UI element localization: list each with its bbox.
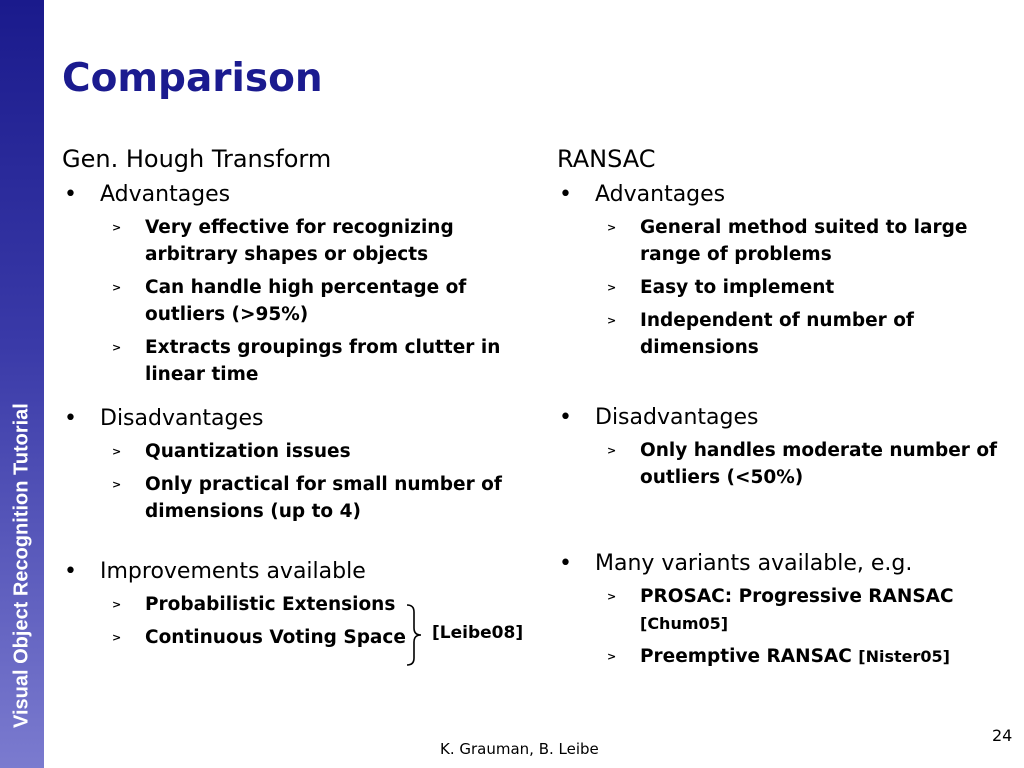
footer-authors: K. Grauman, B. Leibe <box>440 740 599 758</box>
left-dis-item-2: > Only practical for small number of dimensions (up to 4) <box>62 471 522 525</box>
chevron-right-icon: > <box>112 221 122 234</box>
left-disadvantages-bullet <box>62 404 522 434</box>
right-heading: RANSAC <box>557 145 656 173</box>
chevron-right-icon: > <box>112 341 122 354</box>
left-improvements-label: Improvements available <box>100 559 366 584</box>
right-column <box>557 144 1017 676</box>
right-adv-item-1: > General method suited to large range of problems <box>557 214 1017 268</box>
page-number: 24 <box>992 726 1013 745</box>
chevron-right-icon: > <box>112 445 122 458</box>
left-improvements-bullet <box>62 557 522 587</box>
right-adv-item-3: > Independent of number of dimensions <box>557 307 1017 361</box>
left-advantages-bullet <box>62 180 522 210</box>
bullet-icon: • <box>64 559 77 584</box>
chevron-right-icon: > <box>607 590 617 603</box>
chevron-right-icon: > <box>112 598 122 611</box>
right-brace-icon <box>405 604 423 666</box>
right-var-item-1: > PROSAC: Progressive RANSAC [Chum05] <box>557 583 1017 637</box>
chevron-right-icon: > <box>112 631 122 644</box>
chevron-right-icon: > <box>607 314 617 327</box>
left-adv-item-3: > Extracts groupings from clutter in linear time <box>62 334 522 388</box>
right-var-item-2: > Preemptive RANSAC [Nister05] <box>557 643 1017 670</box>
right-disadvantages-bullet <box>557 403 1017 433</box>
bullet-icon: • <box>559 182 572 207</box>
sidebar-band <box>0 0 44 768</box>
chevron-right-icon: > <box>112 281 122 294</box>
bullet-icon: • <box>559 551 572 576</box>
right-advantages-bullet <box>557 180 1017 210</box>
left-disadvantages-label: Disadvantages <box>100 406 264 431</box>
bullet-icon: • <box>64 406 77 431</box>
chevron-right-icon: > <box>607 281 617 294</box>
chevron-right-icon: > <box>607 221 617 234</box>
bullet-icon: • <box>64 182 77 207</box>
chum05-citation: [Chum05] <box>640 614 729 633</box>
left-adv-item-2: > Can handle high percentage of outliers (>95%) <box>62 274 522 328</box>
right-variants-label: Many variants available, e.g. <box>595 551 913 576</box>
right-variants-bullet <box>557 549 1017 579</box>
right-advantages-label: Advantages <box>595 182 726 207</box>
left-dis-item-1: > Quantization issues <box>62 438 522 465</box>
left-heading: Gen. Hough Transform <box>62 145 332 173</box>
sidebar-title: Visual Object Recognition Tutorial <box>10 403 33 728</box>
right-disadvantages-label: Disadvantages <box>595 405 759 430</box>
leibe08-citation: [Leibe08] <box>432 623 524 643</box>
chevron-right-icon: > <box>112 478 122 491</box>
nister05-citation: [Nister05] <box>858 647 950 666</box>
right-dis-item-1: > Only handles moderate number of outliers (<50%) <box>557 437 1017 491</box>
left-adv-item-1: > Very effective for recognizing arbitrary shapes or objects <box>62 214 522 268</box>
right-adv-item-2: > Easy to implement <box>557 274 1017 301</box>
chevron-right-icon: > <box>607 650 617 663</box>
chevron-right-icon: > <box>607 444 617 457</box>
left-advantages-label: Advantages <box>100 182 231 207</box>
left-imp-item-1: > Probabilistic Extensions <box>62 591 522 618</box>
slide-title: Comparison <box>62 56 323 101</box>
left-imp-item-2: > Continuous Voting Space <box>62 624 522 651</box>
bullet-icon: • <box>559 405 572 430</box>
left-column <box>62 144 522 657</box>
